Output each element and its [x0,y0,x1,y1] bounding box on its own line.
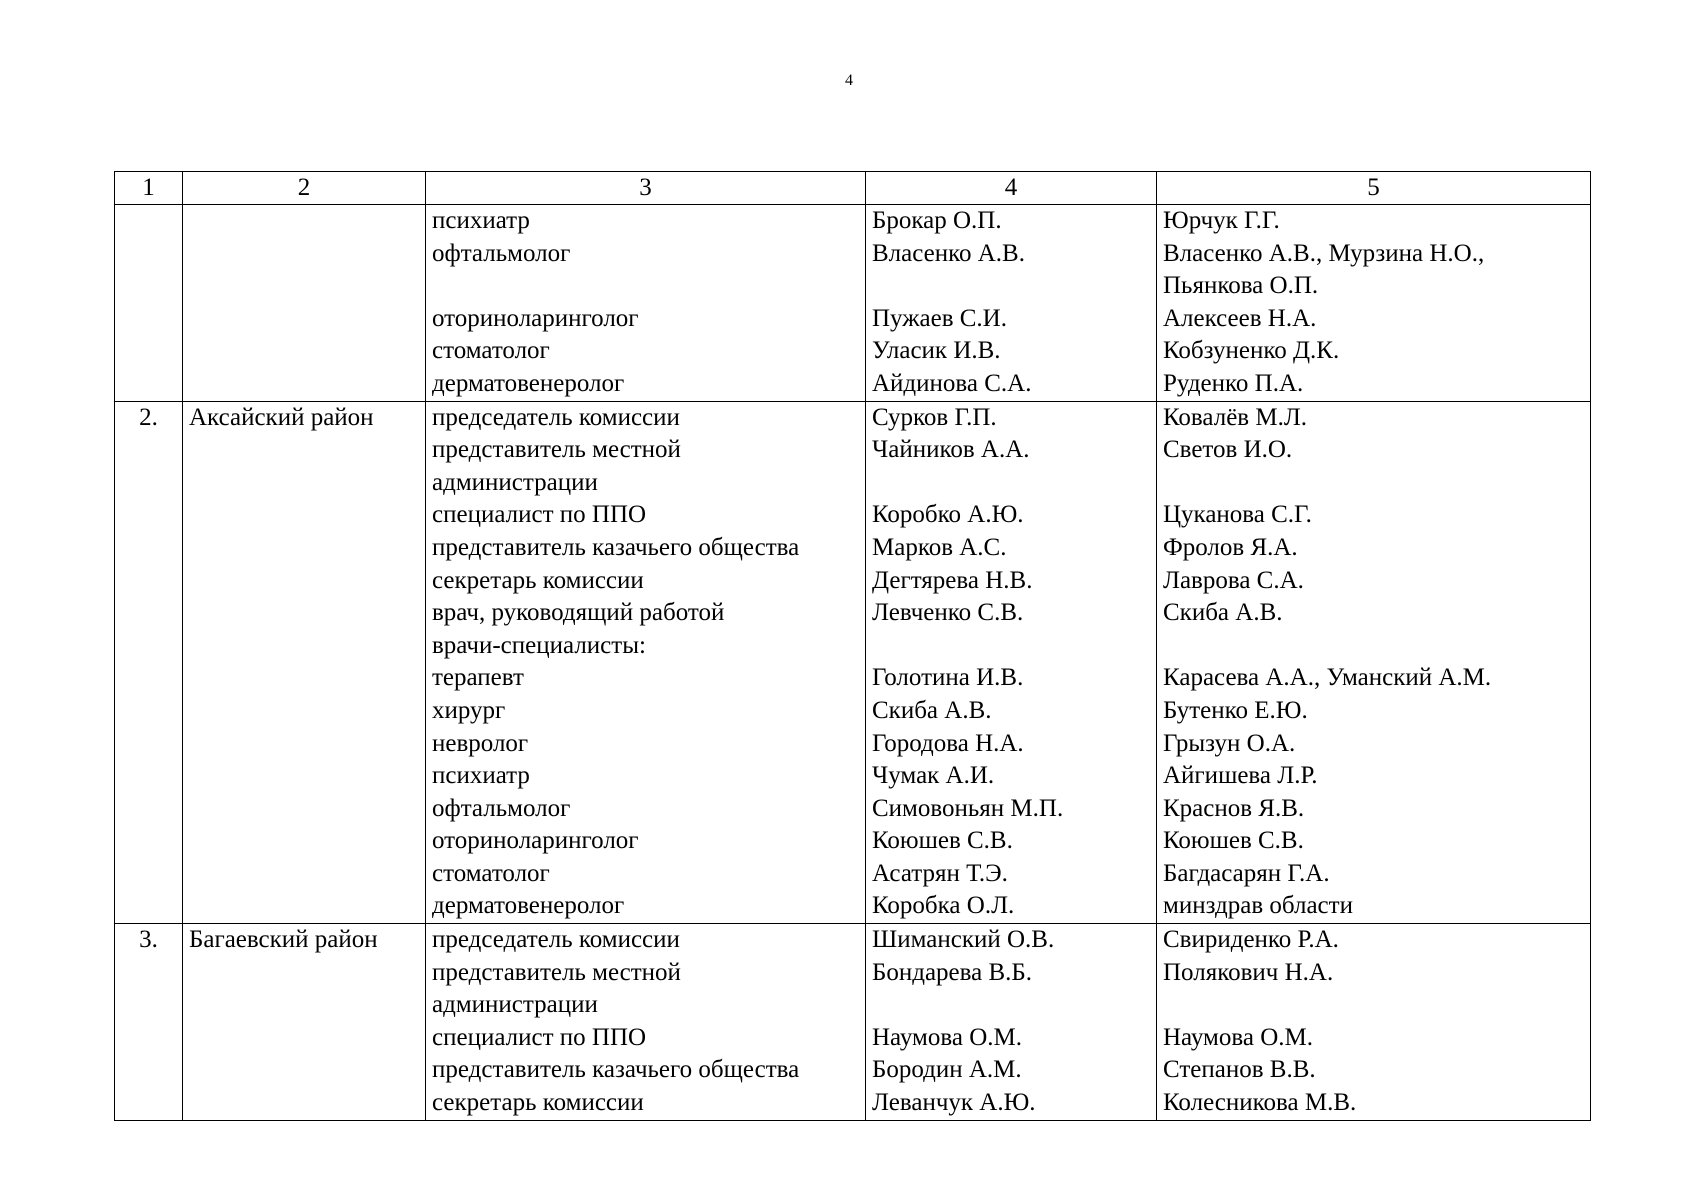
header-col-1: 1 [115,172,183,205]
reserve-member-name: Краснов Я.В. [1163,794,1305,822]
main-member-name [872,630,1150,663]
commission-table [114,171,1591,1121]
reserve-member-name: Власенко А.В., Мурзина Н.О., [1163,239,1485,267]
table-row [115,401,1591,924]
district-cell [183,205,426,402]
main-member-name: Левченко С.В. [872,599,1024,627]
role-text: стоматолог [432,337,550,365]
main-member-name: Городова Н.А. [872,729,1024,757]
role-text: психиатр [432,207,530,234]
main-member-name: Чайников А.А. [872,436,1030,464]
main-member-name: Шиманский О.В. [872,926,1055,954]
row-number: 2. [139,403,158,431]
header-col-3: 3 [426,172,866,205]
main-member-name: Скиба А.В. [872,696,992,724]
row-number-cell [115,205,183,402]
role-text: стоматолог [432,859,550,887]
role-text: представитель казачьего общества [432,533,800,561]
main-member-name: Леванчук А.Ю. [872,1089,1036,1117]
role-text: представитель местной [432,436,681,464]
role-cell [426,205,866,402]
header-col-4: 4 [866,172,1157,205]
main-member-name: Бондарева В.Б. [872,958,1032,986]
reserve-member-name: Свириденко Р.А. [1163,926,1339,954]
page-number: 4 [845,72,853,89]
reserve-member-name: Полякович Н.А. [1163,958,1334,986]
role-text: психиатр [432,762,530,790]
header-col-2: 2 [183,172,426,205]
reserve-member-name: Алексеев Н.А. [1163,304,1317,332]
reserve-member-name: Юрчук Г.Г. [1163,207,1280,234]
reserve-member-name: Бутенко Е.Ю. [1163,696,1308,724]
role-text: оториноларинголог [432,827,639,855]
main-member-name [872,989,1150,1022]
reserve-member-name [1163,467,1584,500]
header-row [115,172,1591,205]
main-member-name: Асатрян Т.Э. [872,859,1008,887]
role-text: секретарь комиссии [432,1089,644,1117]
main-member-name: Коюшев С.В. [872,827,1013,855]
role-text: офтальмолог [432,794,571,822]
main-member-name: Дегтярева Н.В. [872,566,1033,594]
main-member-name: Голотина И.В. [872,664,1024,692]
main-member-name: Марков А.С. [872,533,1007,561]
main-member-cell [866,205,1157,402]
role-text: оториноларинголог [432,304,639,332]
header-col-5: 5 [1157,172,1591,205]
main-member-name: Наумова О.М. [872,1023,1022,1051]
role-text: администрации [432,991,598,1019]
table-header [115,172,1591,205]
role-text: невролог [432,729,529,757]
reserve-member-name [1163,989,1584,1022]
role-text: хирург [432,696,506,724]
main-member-name: Айдинова С.А. [872,369,1032,397]
role-text: специалист по ППО [432,501,647,529]
reserve-member-name: Карасева А.А., Уманский А.М. [1163,664,1492,692]
main-member-name: Бородин А.М. [872,1056,1022,1084]
main-member-name: Брокар О.П. [872,207,1002,234]
reserve-member-name: Колесникова М.В. [1163,1089,1357,1117]
reserve-member-name: Цуканова С.Г. [1163,501,1312,529]
main-member-cell [866,924,1157,1121]
role-text: специалист по ППО [432,1023,647,1051]
reserve-member-name: Багдасарян Г.А. [1163,859,1330,887]
role-text: дерматовенеролог [432,369,625,397]
main-member-name: Сурков Г.П. [872,403,997,431]
main-member-name [872,467,1150,500]
role-cell [426,924,866,1121]
role-text: терапевт [432,664,524,692]
reserve-member-cell [1157,401,1591,924]
main-member-name: Чумак А.И. [872,762,995,790]
role-text: председатель комиссии [432,403,680,431]
reserve-member-cell [1157,205,1591,402]
reserve-member-name: Степанов В.В. [1163,1056,1316,1084]
main-member-name: Уласик И.В. [872,337,1001,365]
table-row [115,924,1591,1121]
role-text: дерматовенеролог [432,892,625,920]
row-number-cell [115,924,183,1121]
reserve-member-name: Фролов Я.А. [1163,533,1298,561]
role-text [432,270,859,303]
main-member-name [872,270,1150,303]
role-text: офтальмолог [432,239,571,267]
role-text: представитель казачьего общества [432,1056,800,1084]
row-number-cell [115,401,183,924]
role-text: врачи-специалисты: [432,631,646,659]
main-member-name: Пужаев С.И. [872,304,1007,332]
reserve-member-name: Кобзуненко Д.К. [1163,337,1340,365]
role-text: врач, руководящий работой [432,599,725,627]
reserve-member-name: Скиба А.В. [1163,599,1283,627]
role-text: представитель местной [432,958,681,986]
reserve-member-name: Айгишева Л.Р. [1163,762,1318,790]
main-member-name: Власенко А.В. [872,239,1025,267]
role-text: председатель комиссии [432,926,680,954]
reserve-member-name: Наумова О.М. [1163,1023,1313,1051]
table-row [115,205,1591,402]
table-body [115,205,1591,1121]
reserve-member-name: Лаврова С.А. [1163,566,1304,594]
role-cell [426,401,866,924]
reserve-member-name [1163,630,1584,663]
main-member-name: Коробко А.Ю. [872,501,1024,529]
district-cell [183,401,426,924]
main-member-name: Коробка О.Л. [872,892,1015,920]
reserve-member-name: Ковалёв М.Л. [1163,403,1308,431]
role-text: администрации [432,468,598,496]
role-text: секретарь комиссии [432,566,644,594]
reserve-member-name: Коюшев С.В. [1163,827,1304,855]
main-member-name: Симовоньян М.П. [872,794,1064,822]
main-member-cell [866,401,1157,924]
reserve-member-cell [1157,924,1591,1121]
district-name: Багаевский район [189,926,378,954]
reserve-member-name: Грызун О.А. [1163,729,1296,757]
reserve-member-name: Пьянкова О.П. [1163,272,1319,300]
reserve-member-name: Светов И.О. [1163,436,1293,464]
district-name: Аксайский район [189,403,374,431]
reserve-member-name: минздрав области [1163,892,1353,920]
row-number: 3. [139,926,158,954]
reserve-member-name: Руденко П.А. [1163,369,1304,397]
row-number [115,205,182,238]
district-name [189,205,419,238]
district-cell [183,924,426,1121]
